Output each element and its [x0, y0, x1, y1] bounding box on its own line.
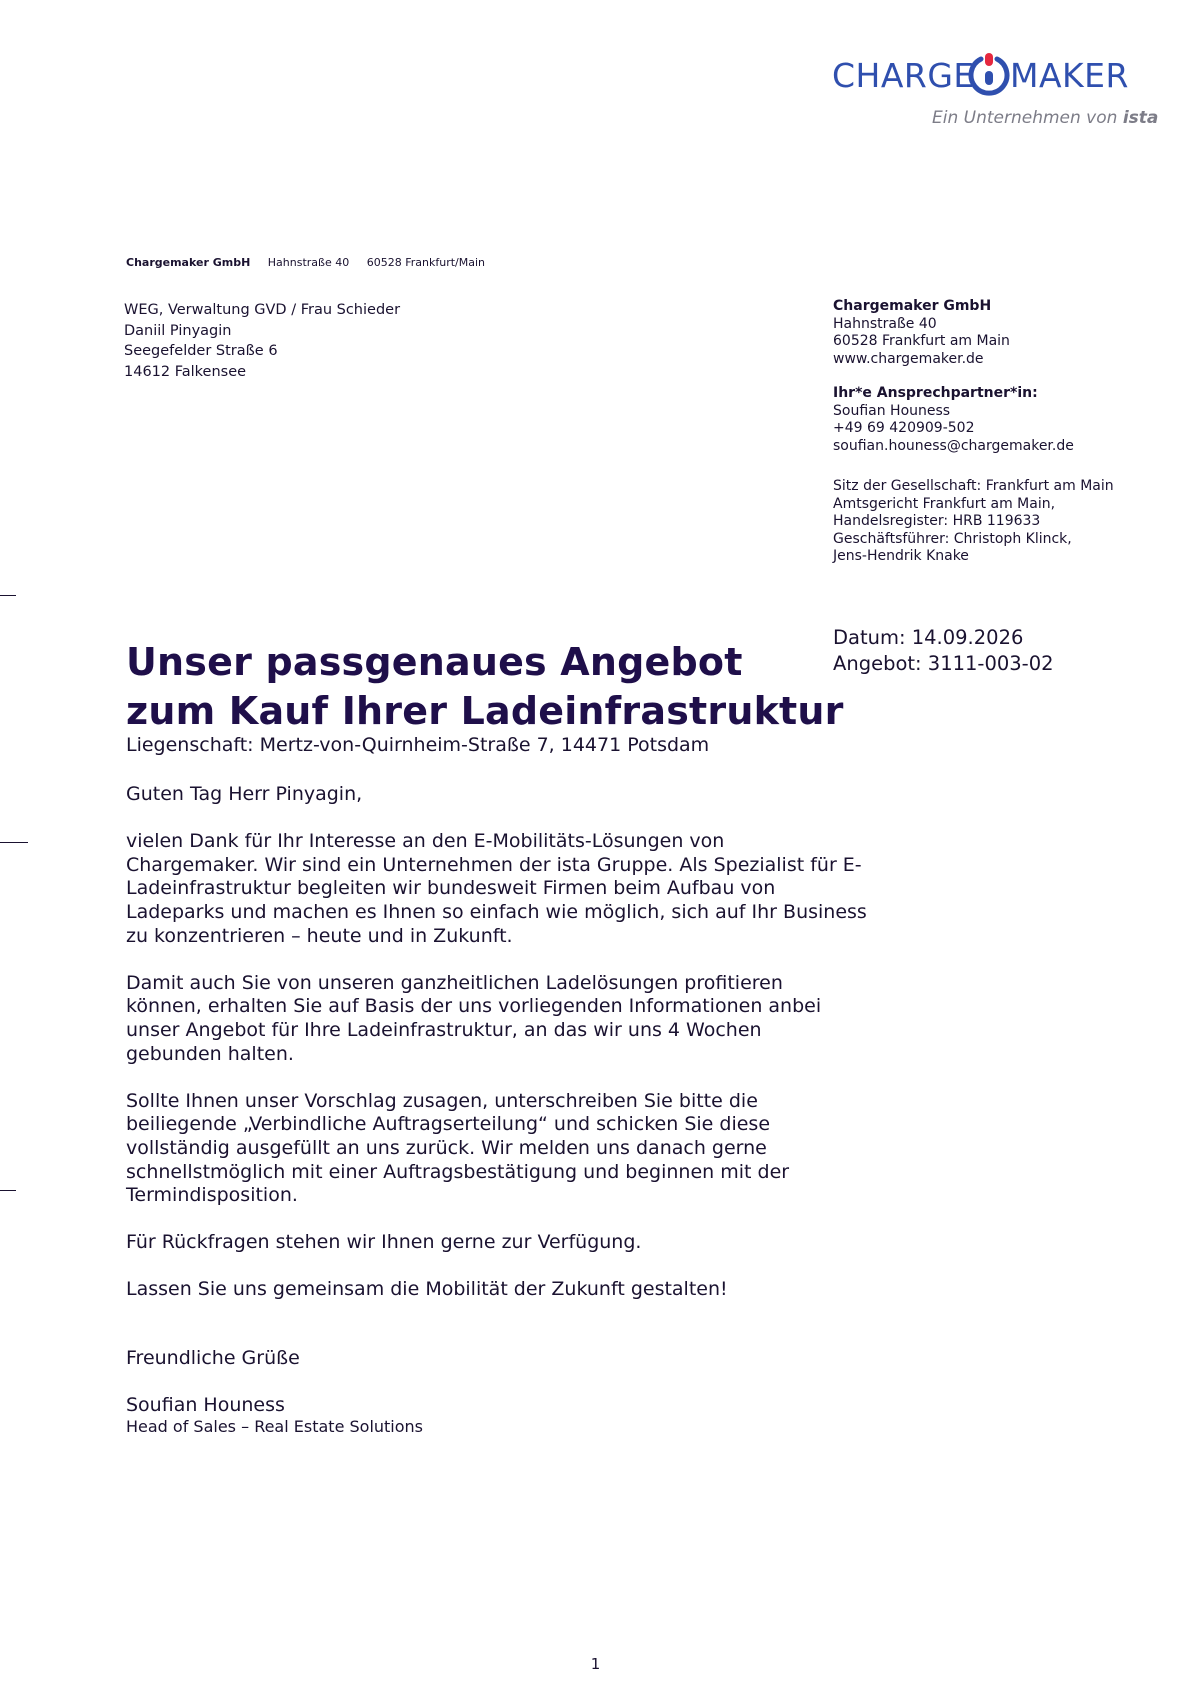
logo-word-charge: CHARGE: [832, 56, 975, 95]
legal-line: Geschäftsführer: Christoph Klinck,: [833, 530, 1072, 547]
recipient-address: [124, 300, 400, 382]
body-line: vielen Dank für Ihr Interesse an den E-Mobilitäts-Lösungen von: [126, 830, 725, 853]
legal-line: Sitz der Gesellschaft: Frankfurt am Main: [833, 478, 1114, 494]
signature-block: [126, 1394, 423, 1437]
body-line: schnellstmöglich mit einer Auftragsbestätigung und beginnen mit der: [126, 1160, 790, 1183]
sender-city: 60528 Frankfurt/Main: [366, 256, 486, 269]
plug-ring-icon: [968, 51, 1010, 99]
body-line: Ladeparks und machen es Ihnen so einfach wie möglich, sich auf Ihr Business: [126, 900, 867, 923]
company-street: Hahnstraße 40: [833, 315, 937, 332]
body-paragraph: [126, 972, 886, 1066]
sender-return-line: [126, 256, 499, 269]
company-logo: [832, 48, 1158, 128]
body-line: Chargemaker. Wir sind ein Unternehmen der ista Gruppe. Als Spezialist für E-: [126, 853, 862, 876]
document-date: Datum: 14.09.2026: [833, 626, 1024, 649]
recipient-line: 14612 Falkensee: [124, 363, 247, 380]
recipient-line: WEG, Verwaltung GVD / Frau Schieder: [124, 302, 401, 318]
letter-body: [126, 783, 886, 1326]
signer-role: Head of Sales – Real Estate Solutions: [126, 1417, 424, 1436]
body-paragraph: [126, 830, 886, 948]
document-meta: [833, 625, 1054, 677]
signer-name: Soufian Houness: [126, 1394, 285, 1416]
body-line: Sollte Ihnen unser Vorschlag zusagen, unterschreiben Sie bitte die: [126, 1089, 758, 1112]
contact-heading: Ihr*e Ansprechpartner*in:: [833, 385, 1038, 401]
company-city: 60528 Frankfurt am Main: [833, 333, 1010, 349]
sender-company: Chargemaker GmbH: [126, 256, 251, 269]
body-line: vollständig ausgefüllt an uns zurück. Wir melden uns danach gerne: [126, 1136, 767, 1159]
fold-mark-bottom: [0, 1190, 16, 1191]
company-website[interactable]: www.chargemaker.de: [833, 350, 984, 367]
legal-line: Jens-Hendrik Knake: [833, 548, 969, 564]
page-title: [126, 638, 844, 736]
body-line: zu konzentrieren – heute und in Zukunft.: [126, 924, 513, 947]
logo-tagline-text: Ein Unternehmen von: [932, 108, 1118, 128]
body-line: unser Angebot für Ihre Ladeinfrastruktur, an das wir uns 4 Wochen: [126, 1018, 762, 1041]
contact-name: Soufian Houness: [833, 402, 951, 419]
body-line: Ladeinfrastruktur begleiten wir bundesweit Firmen beim Aufbau von: [126, 877, 776, 900]
recipient-line: Daniil Pinyagin: [124, 322, 232, 339]
logo-tagline: [932, 108, 1158, 128]
contact-phone[interactable]: +49 69 420909-502: [833, 420, 975, 436]
salutation: Guten Tag Herr Pinyagin,: [126, 783, 363, 805]
sender-street: Hahnstraße 40: [267, 256, 350, 269]
body-line: Für Rückfragen stehen wir Ihnen gerne zur Verfügung.: [126, 1231, 642, 1254]
body-paragraph: [126, 1090, 886, 1208]
body-line: können, erhalten Sie auf Basis der uns vorliegenden Informationen anbei: [126, 995, 822, 1018]
body-paragraph: [126, 1231, 886, 1255]
page-number: 1: [590, 1655, 601, 1673]
legal-line: Amtsgericht Frankfurt am Main,: [833, 495, 1056, 512]
body-line: Termindisposition.: [126, 1184, 298, 1207]
fold-mark-top: [0, 595, 16, 596]
body-line: beiliegende „Verbindliche Auftragserteilung“ und schicken Sie diese: [126, 1113, 771, 1136]
title-line: Unser passgenaues Angebot: [126, 640, 743, 684]
contact-email[interactable]: soufian.houness@chargemaker.de: [833, 437, 1074, 454]
company-name: Chargemaker GmbH: [833, 298, 992, 314]
fold-mark-center: [0, 842, 28, 843]
title-line: zum Kauf Ihrer Ladeinfrastruktur: [126, 689, 844, 733]
body-line: Lassen Sie uns gemeinsam die Mobilität der Zukunft gestalten!: [126, 1278, 728, 1301]
recipient-line: Seegefelder Straße 6: [124, 343, 278, 359]
offer-number: Angebot: 3111-003-02: [833, 652, 1054, 675]
logo-word-maker: MAKER: [1010, 56, 1129, 95]
company-info-block: [833, 298, 1173, 566]
ista-brand: ista: [1122, 108, 1159, 128]
legal-line: Handelsregister: HRB 119633: [833, 513, 1041, 529]
body-line: Damit auch Sie von unseren ganzheitlichen Ladelösungen profitieren: [126, 971, 783, 994]
body-paragraph: [126, 1278, 886, 1302]
property-address: Liegenschaft: Mertz-von-Quirnheim-Straße 7, 14471 Potsdam: [126, 734, 710, 756]
closing-greeting: Freundliche Grüße: [126, 1347, 300, 1369]
body-line: gebunden halten.: [126, 1042, 294, 1065]
